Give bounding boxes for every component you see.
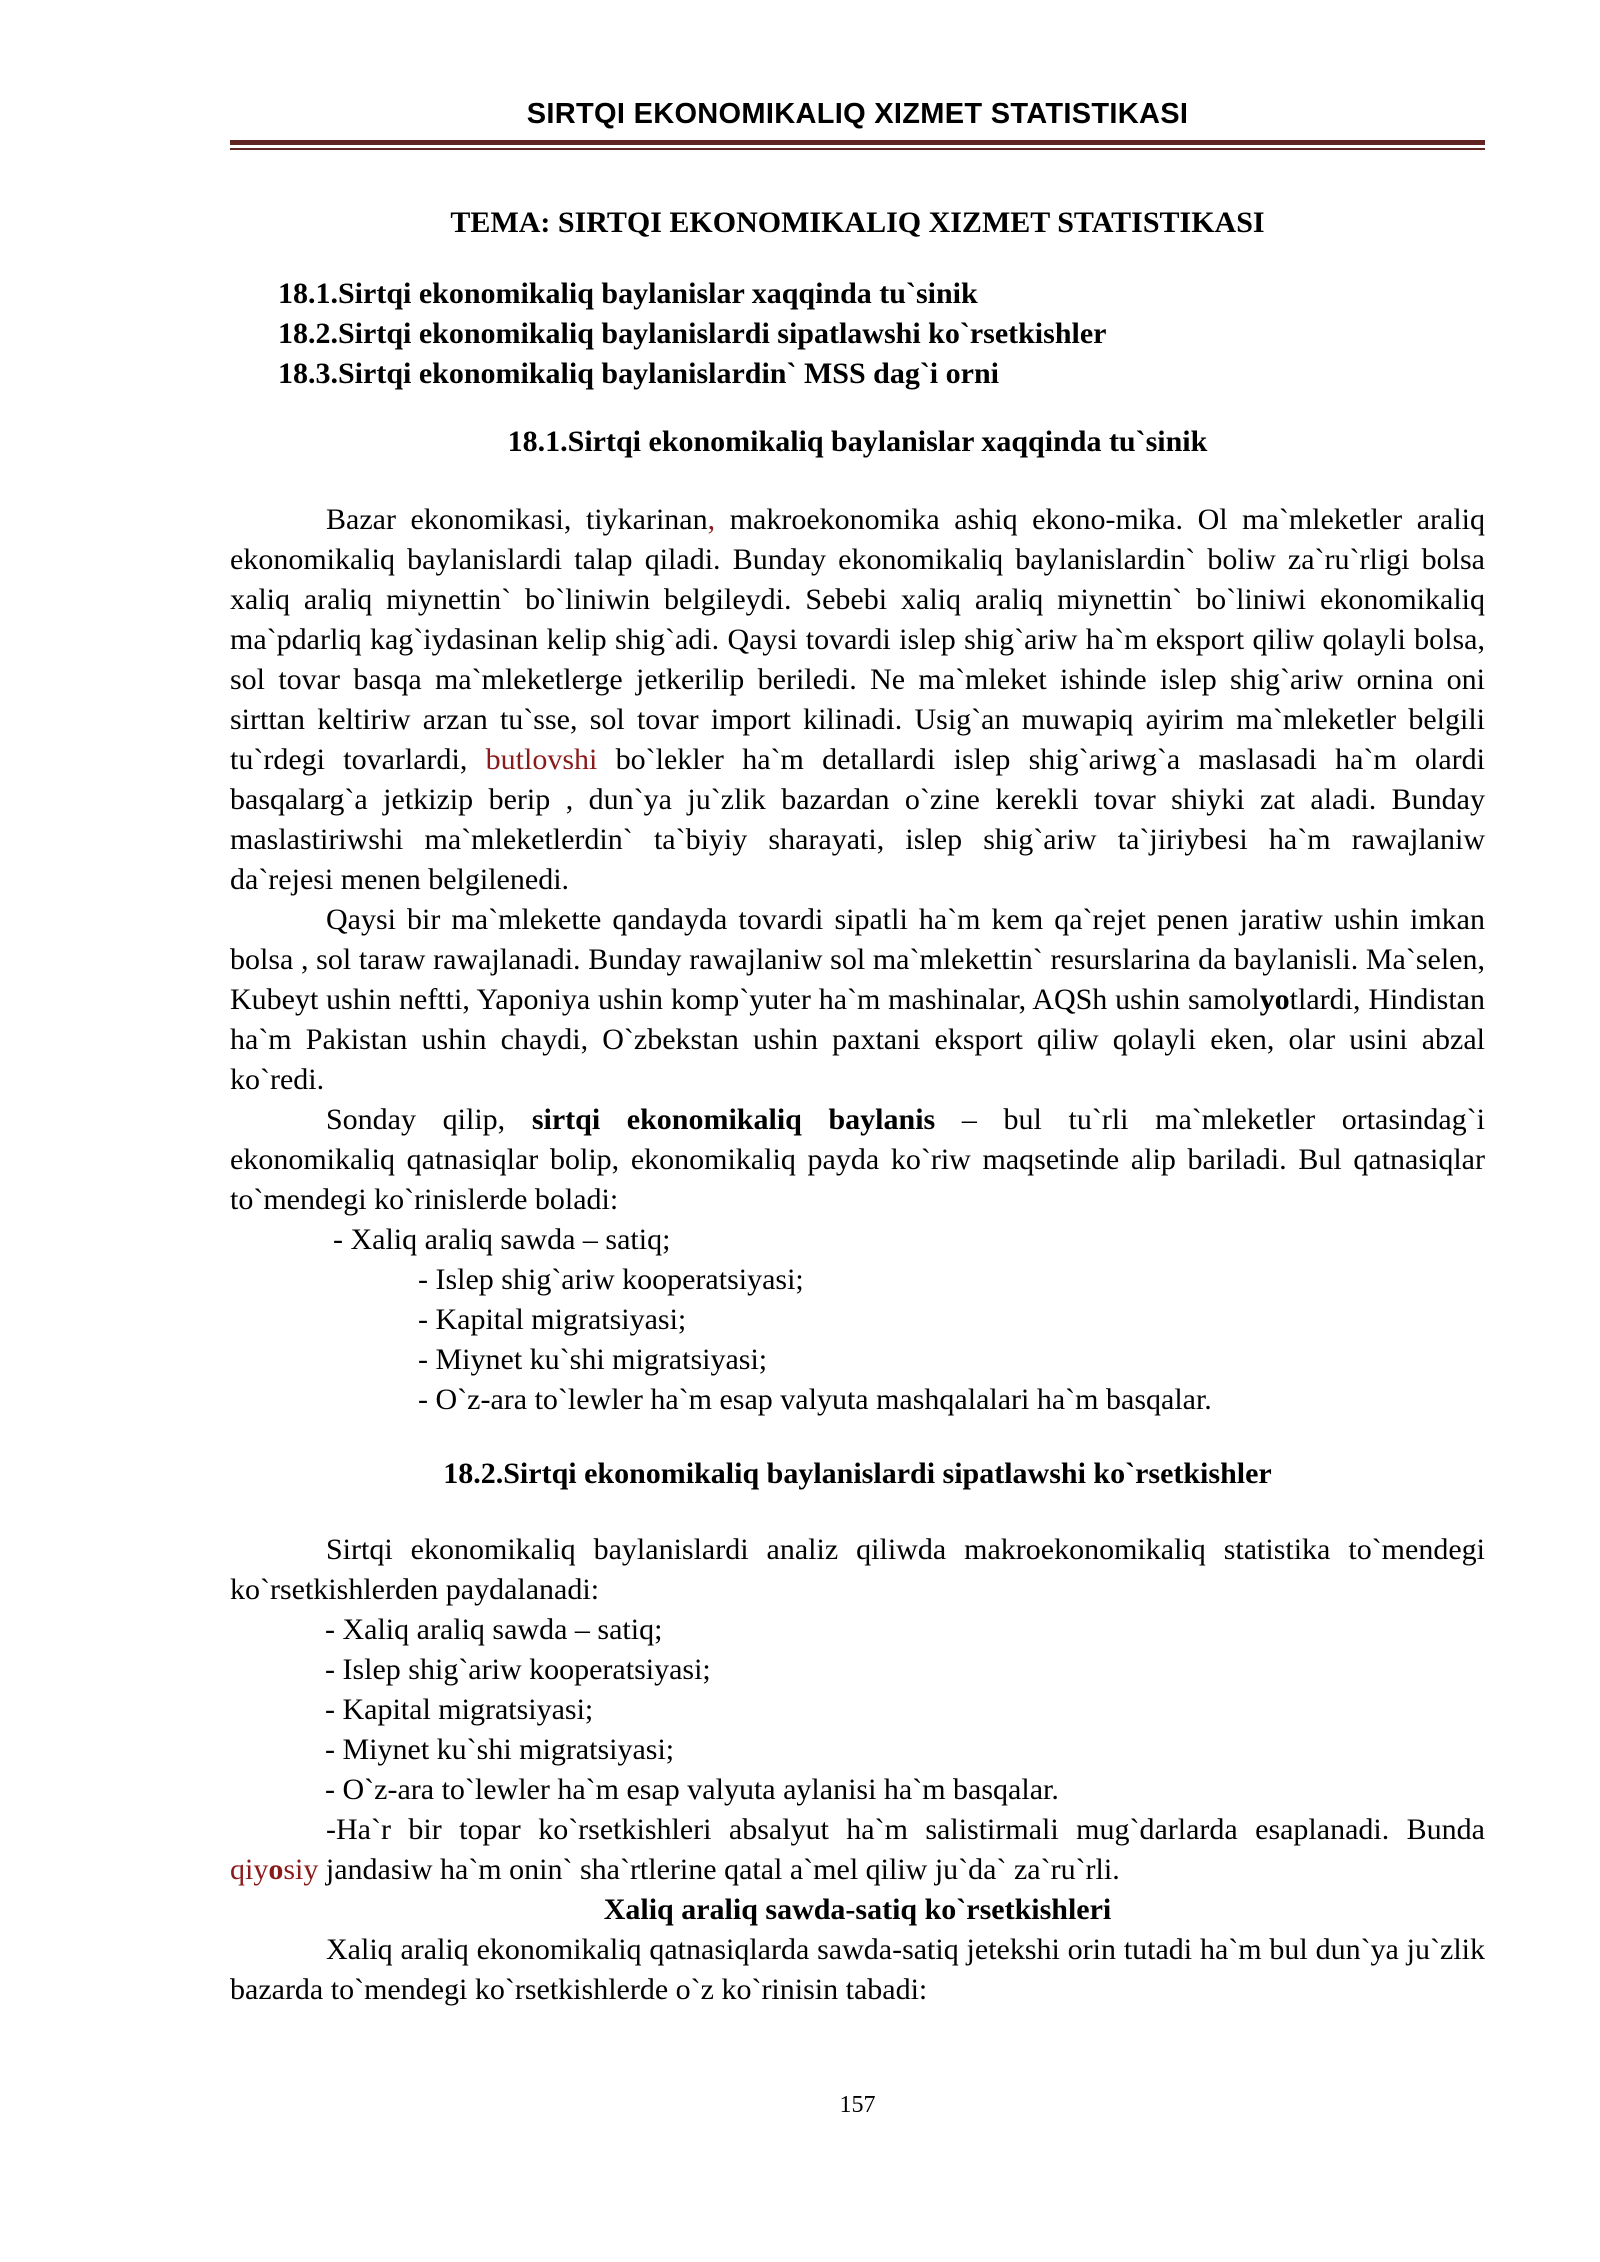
list-item: - Xaliq araliq sawda – satiq; (333, 1223, 671, 1256)
section-2-list (230, 1610, 1485, 1810)
section-1-paragraph-1: Bazar ekonomikasi, tiykarinan, makroekonomika ashiq ekono-mika. Ol ma`mleketler araliq ekonomikaliq baylanislardi talap qiladi. Bunday ekonomikaliq baylanislardin` boliw za`ru`rligi bolsa xaliq araliq miynettin` bo`liniwin belgileydi. Sebebi xaliq araliq miynettin` bo`liniwi ekonomikaliq ma`pdarliq kag`iydasinan kelip shig`adi. Qaysi tovardi islep shig`ariw ha`m eksport qiliw qolayli bolsa, sol tovar basqa ma`mleketlerge jetkerilip beriledi. Ne ma`mleket ishinde islep shig`ariw ornina oni sirttan keltiriw arzan tu`sse, sol tovar import kilinadi. Usig`an muwapiq ayirim ma`mleketler belgili tu`rdegi tovarlardi, butlovshi bo`lekler ha`m detallardi islep shig`ariwg`a maslasadi ha`m olardi basqalarg`a jetkizip berip , dun`ya ju`zlik bazardan o`zine kerekli tovar shiyki zat aladi. Bunday maslastiriwshi ma`mleketlerdin` ta`biyiy sharayati, islep shig`ariw ta`jiriybesi ha`m rawajlaniw da`rejesi menen belgilenedi. (230, 503, 1485, 896)
list-item: - Miynet ku`shi migratsiyasi; (418, 1343, 768, 1376)
list-item: - Islep shig`ariw kooperatsiyasi; (418, 1263, 804, 1296)
section-1-heading: 18.1.Sirtqi ekonomikaliq baylanislar xaqqinda tu`sinik (507, 425, 1208, 458)
running-header-title: SIRTQI EKONOMIKALIQ XIZMET STATISTIKASI (526, 98, 1189, 130)
section-1-paragraph-2: Qaysi bir ma`mlekette qandayda tovardi sipatli ha`m kem qa`rejet penen jaratiw ushin imkan bolsa , sol taraw rawajlanadi. Bunday rawajlaniw sol ma`mlekettin` resurslarina da baylanisli. Ma`selen, Kubeyt ushin neftti, Yaponiya ushin komp`yuter ha`m mashinalar, AQSh ushin samolyotlardi, Hindistan ha`m Pakistan ushin chaydi, O`zbekstan ushin paxtani eksport qiliw qolayli eken, olar usini abzal ko`redi. (230, 903, 1485, 1096)
section-2-paragraph-1: Sirtqi ekonomikaliq baylanislardi analiz qiliwda makroekonomikaliq statistika to`mendegi ko`rsetkishlerden paydalanadi: (230, 1533, 1485, 1606)
list-item: - Xaliq araliq sawda – satiq; (325, 1613, 663, 1646)
list-item: - Kapital migratsiyasi; (418, 1303, 687, 1336)
list-item: - O`z-ara to`lewler ha`m esap valyuta mashqalalari ha`m basqalar. (418, 1383, 1212, 1416)
header-rule-thick (230, 140, 1485, 145)
key-term: sirtqi ekonomikaliq baylanis (531, 1103, 936, 1136)
list-item: - Kapital migratsiyasi; (325, 1693, 594, 1726)
list-item: - Miynet ku`shi migratsiyasi; (325, 1733, 675, 1766)
section-2-heading: 18.2.Sirtqi ekonomikaliq baylanislardi sipatlawshi ko`rsetkishler (443, 1457, 1272, 1490)
subsection-heading: Xaliq araliq sawda-satiq ko`rsetkishleri (603, 1893, 1112, 1926)
list-item: - O`z-ara to`lewler ha`m esap valyuta aylanisi ha`m basqalar. (325, 1773, 1059, 1806)
topic-title: TEMA: SIRTQI EKONOMIKALIQ XIZMET STATISTIKASI (450, 206, 1265, 239)
toc-item: 18.3.Sirtqi ekonomikaliq baylanislardin` MSS dag`i orni (278, 357, 999, 390)
page-content (230, 198, 1485, 2010)
page-number: 157 (839, 2092, 876, 2118)
section-1-paragraph-3: Sonday qilip, sirtqi ekonomikaliq baylanis – bul tu`rli ma`mleketler ortasindag`i ekonomikaliq qatnasiqlar bolip, ekonomikaliq payda ko`riw maqsetinde alip bariladi. Bul qatnasiqlar to`mendegi ko`rinislerde boladi: (230, 1103, 1485, 1216)
highlighted-word: butlovshi (485, 743, 598, 776)
toc-item: 18.2.Sirtqi ekonomikaliq baylanislardi sipatlawshi ko`rsetkishler (278, 317, 1107, 350)
list-item: - Islep shig`ariw kooperatsiyasi; (325, 1653, 711, 1686)
section-1-list (230, 1220, 1485, 1420)
header-rule-thin (230, 148, 1485, 150)
toc-item: 18.1.Sirtqi ekonomikaliq baylanislar xaqqinda tu`sinik (278, 277, 978, 310)
section-2-paragraph-3: Xaliq araliq ekonomikaliq qatnasiqlarda sawda-satiq jetekshi orin tutadi ha`m bul dun`ya ju`zlik bazarda to`mendegi ko`rsetkishlerde o`z ko`rinisin tabadi: (230, 1933, 1485, 2006)
section-2-paragraph-2: -Ha`r bir topar ko`rsetkishleri absalyut ha`m salistirmali mug`darlarda esaplanadi. Bunda qiyosiy jandasiw ha`m onin` sha`rtlerine qatal a`mel qiliw ju`da` za`ru`rli. (230, 1813, 1485, 1886)
table-of-contents (230, 274, 1485, 394)
